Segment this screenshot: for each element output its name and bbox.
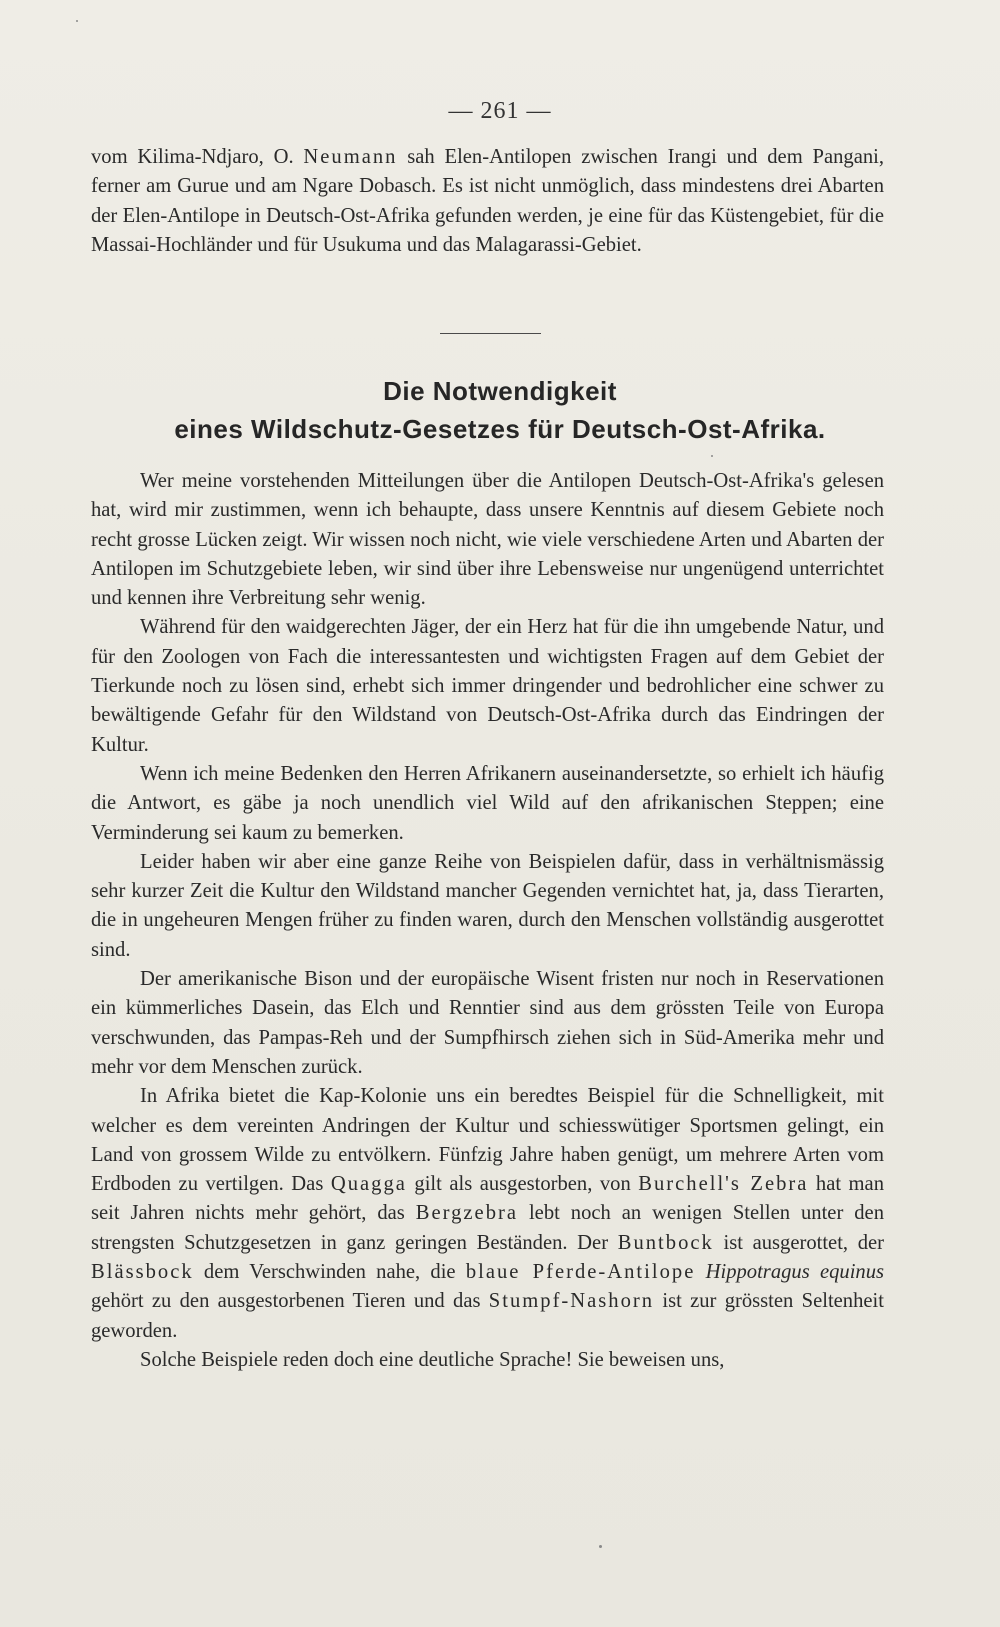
paragraph-1: Wer meine vorstehenden Mitteilungen über die Antilopen Deutsch-Ost-Afrika's gelesen hat, wird mir zustimmen, wenn ich behaupte, dass unsere Kenntnis auf diesem Gebiete noch recht grosse Lücken zeigt. Wir wissen noch nicht, wie viele verschiedene Arten und Abarten der Antilopen im Schutzgebiete leben, wir sind über ihre Lebensweise nur ungenügend unterrichtet und kennen ihre Verbreitung sehr wenig. — [91, 470, 884, 610]
term-stumpf-nashorn: Stumpf-Nashorn — [488, 1290, 655, 1313]
name-neumann: Neumann — [303, 146, 398, 168]
paper-speck — [76, 20, 78, 22]
term-blaue-pferde-antilope: blaue Pferde-Antilope — [465, 1261, 696, 1284]
paragraph-3: Wenn ich meine Bedenken den Herren Afrikanern auseinandersetzte, so erhielt ich häufig die Antwort, es gäbe ja noch unendlich viel Wild auf den afrikanischen Steppen; eine Verminderung sei kaum zu bemerken. — [91, 762, 884, 844]
p6-text-p: ist zur grössten Seltenheit geworden. — [91, 1290, 884, 1342]
section-heading-line-2: eines Wildschutz-Gesetzes für Deutsch-Ost-Afrika. — [174, 414, 826, 444]
term-buntbock: Buntbock — [617, 1231, 714, 1254]
paragraph-4: Leider haben wir aber eine ganze Reihe von Beispielen dafür, dass in verhältnismässig sehr kurzer Zeit die Kultur den Wildstand mancher Gegenden vernichtet hat, ja, dass Tierarten, die in ungeheuren Mengen früher zu finden waren, durch den Menschen vollständig ausgerottet sind. — [91, 850, 884, 961]
paragraph-6 — [91, 1082, 884, 1346]
intro-text-1: vom Kilima-Ndjaro, O. — [91, 146, 294, 168]
paragraph-5: Der amerikanische Bison und der europäische Wisent fristen nur noch in Reservationen ein kümmerliches Dasein, das Elch und Renntier sind aus dem grössten Teile von Europa verschwunden, das Pampas-Reh und der Sumpfhirsch ziehen sich in Süd-Amerika mehr und mehr vor dem Menschen zurück. — [91, 968, 884, 1078]
intro-paragraph — [91, 143, 884, 260]
section-heading-line-1: Die Notwendigkeit — [383, 376, 617, 406]
term-burchells-zebra: Burchell's Zebra — [638, 1173, 809, 1196]
p6-text-i: ist ausgerottet, der — [723, 1231, 885, 1254]
section-divider — [440, 333, 541, 334]
page-number: — 261 — — [448, 98, 552, 124]
p6-text-n: gehört zu den ausgestorbenen Tieren und das — [91, 1290, 481, 1313]
term-bergzebra: Bergzebra — [415, 1202, 518, 1225]
p6-text-g: lebt noch an wenigen Stellen unter den strengsten Schutzgesetzen in ganz geringen Beständen. Der — [91, 1202, 884, 1254]
p6-text-a: In Afrika bietet die Kap-Kolonie uns ein beredtes Beispiel für die Schnelligkeit, mit welcher es dem vereinten Andringen der Kultur und schiesswütiger Sportsmen gelingt, ein Land von grossem Wilde zu entvölkern. Fünfzig Jahre haben genügt, um mehrere Arten vom Erdboden zu vertilgen. Das — [91, 1085, 884, 1196]
p6-text-e: hat man seit Jahren nichts mehr gehört, das — [91, 1173, 884, 1225]
term-quagga: Quagga — [330, 1173, 407, 1196]
intro-text-2: sah Elen-Antilopen zwischen Irangi und dem Pangani, ferner am Gurue und am Ngare Dobasch. Es ist nicht unmöglich, dass mindestens drei Abarten der Elen-Antilope in Deutsch-Ost-Afrika gefunden werden, je eine für das Küstengebiet, für die Massai-Hochländer und für Usukuma und das Malagarassi-Gebiet. — [91, 146, 884, 256]
paper-speck — [599, 1545, 602, 1548]
term-blaessbock: Blässbock — [91, 1261, 194, 1284]
main-text — [91, 467, 884, 1375]
paragraph-2: Während für den waidgerechten Jäger, der ein Herz hat für die ihn umgebende Natur, und für den Zoologen von Fach die interessantesten und wichtigsten Fragen auf dem Gebiet der Tierkunde noch zu lösen sind, erhebt sich immer dringender und bedrohlicher eine schwer zu bewältigende Gefahr für den Wildstand von Deutsch-Ost-Afrika durch das Eindringen der Kultur. — [91, 616, 884, 756]
p6-text-c: gilt als ausgestorben, von — [414, 1173, 631, 1196]
paper-speck — [711, 455, 713, 457]
term-hippotragus-equinus: Hippotragus equinus — [705, 1261, 885, 1284]
paragraph-7: Solche Beispiele reden doch eine deutliche Sprache! Sie beweisen uns, — [140, 1348, 725, 1371]
p6-text-k: dem Verschwinden nahe, die — [203, 1261, 456, 1284]
